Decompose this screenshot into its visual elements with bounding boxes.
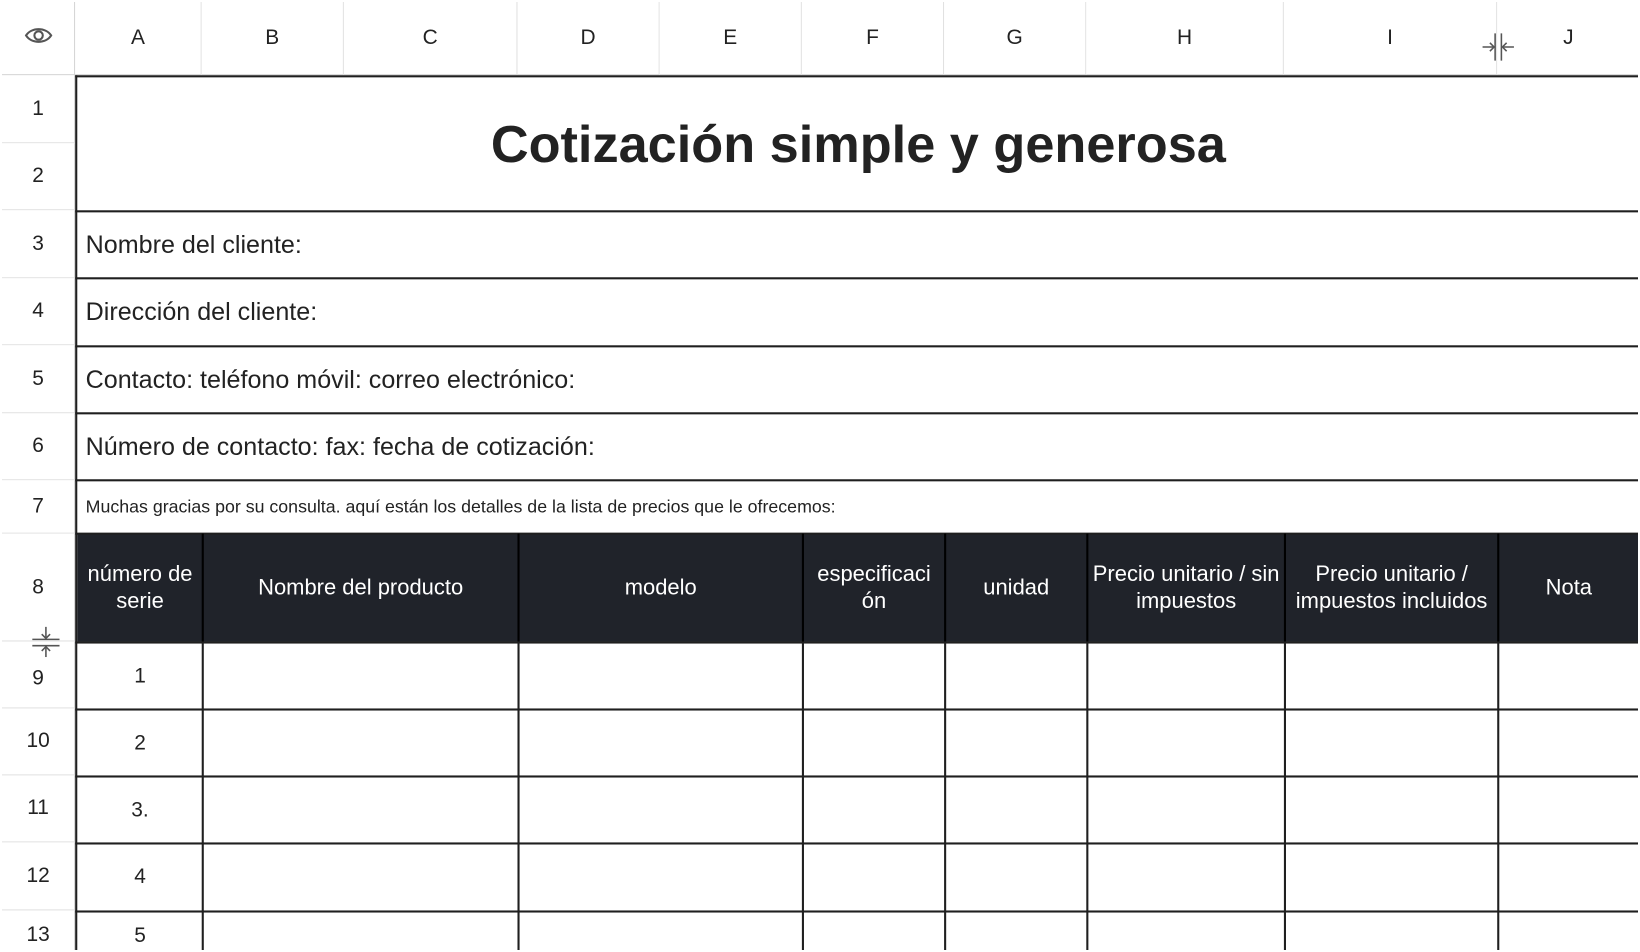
column-header-h[interactable] <box>1086 2 1284 75</box>
serial-value: 4 <box>134 865 146 889</box>
spreadsheet-frame <box>2 2 1638 950</box>
grid-line <box>75 75 1638 77</box>
column-header-g[interactable] <box>944 2 1086 75</box>
grid-line <box>75 842 1638 844</box>
header-separator <box>202 534 204 642</box>
grid-line <box>75 479 1638 481</box>
grid-line <box>75 775 1638 777</box>
header-separator <box>517 534 519 642</box>
grid-line <box>75 210 1638 212</box>
row-header-label: 1 <box>32 96 44 120</box>
serial-cell[interactable] <box>77 644 202 709</box>
row-header-label: 7 <box>32 494 44 518</box>
serial-cell[interactable] <box>77 913 202 950</box>
column-header-label: D <box>580 26 596 50</box>
table-header-unit[interactable] <box>945 534 1087 642</box>
table-header-product-name[interactable] <box>203 534 519 642</box>
customer-name-label: Nombre del cliente: <box>85 230 302 259</box>
grid-line <box>1497 641 1499 950</box>
column-header-label: I <box>1387 26 1393 50</box>
contact-cell[interactable] <box>77 347 1638 413</box>
grid-line <box>75 533 1638 535</box>
customer-address-label: Dirección del cliente: <box>85 297 318 326</box>
row-header-11[interactable] <box>2 775 75 842</box>
serial-cell[interactable] <box>77 778 202 843</box>
table-header-label: modelo <box>624 575 697 600</box>
serial-value: 1 <box>134 663 146 687</box>
table-header-label: número de serie <box>87 562 193 613</box>
serial-cell[interactable] <box>77 845 202 911</box>
serial-cell[interactable] <box>77 711 202 776</box>
eye-icon[interactable] <box>23 25 52 52</box>
contact-number-label: Número de contacto: fax: fecha de cotización: <box>85 432 595 461</box>
row-header-label: 5 <box>32 366 44 390</box>
select-all-corner[interactable] <box>2 2 75 75</box>
column-header-j[interactable] <box>1497 2 1638 75</box>
grid-line <box>75 345 1638 347</box>
table-header-specification[interactable] <box>803 534 945 642</box>
row-header-12[interactable] <box>2 842 75 910</box>
quote-title: Cotización simple y generosa <box>490 114 1226 174</box>
row-header-13[interactable] <box>2 910 75 950</box>
row-header-label: 2 <box>32 164 44 188</box>
header-separator <box>944 534 946 642</box>
contact-number-cell[interactable] <box>77 414 1638 480</box>
column-header-a[interactable] <box>75 2 202 75</box>
serial-value: 3. <box>131 797 149 821</box>
table-header-label: unidad <box>983 575 1050 600</box>
column-header-label: B <box>265 26 280 50</box>
header-separator <box>1086 534 1088 642</box>
row-header-label: 13 <box>26 923 50 947</box>
row-header-label: 8 <box>32 575 44 599</box>
grid-line <box>802 641 804 950</box>
row-header-1[interactable] <box>2 75 75 143</box>
intro-note-cell[interactable] <box>77 481 1638 533</box>
customer-name-cell[interactable] <box>77 212 1638 278</box>
grid-line <box>944 641 946 950</box>
column-header-label: G <box>1006 26 1023 50</box>
row-header-10[interactable] <box>2 708 75 775</box>
row-header-label: 6 <box>32 434 44 458</box>
column-header-c[interactable] <box>344 2 518 75</box>
grid-line <box>75 75 77 950</box>
column-header-label: E <box>723 26 738 50</box>
row-header-7[interactable] <box>2 480 75 533</box>
grid-line <box>202 641 204 950</box>
column-header-e[interactable] <box>660 2 802 75</box>
column-header-label: J <box>1563 26 1574 50</box>
row-header-label: 11 <box>27 796 49 820</box>
quote-title-cell[interactable] <box>77 77 1638 210</box>
grid-line <box>75 910 1638 912</box>
sheet-grid <box>2 2 1638 950</box>
grid-line <box>75 708 1638 710</box>
column-header-f[interactable] <box>802 2 944 75</box>
column-header-label: A <box>130 26 145 50</box>
contact-label: Contacto: teléfono móvil: correo electrónico: <box>85 365 576 394</box>
column-header-label: F <box>866 26 879 50</box>
grid-line <box>75 412 1638 414</box>
row-header-label: 10 <box>26 729 50 753</box>
table-header-label: Precio unitario / impuestos incluidos <box>1295 562 1488 613</box>
grid-line <box>1284 641 1286 950</box>
serial-value: 5 <box>134 924 146 948</box>
grid-line <box>1086 641 1088 950</box>
row-header-label: 3 <box>32 231 44 255</box>
table-header-price-with-tax[interactable] <box>1285 534 1498 642</box>
table-header-note[interactable] <box>1498 534 1638 642</box>
column-header-b[interactable] <box>202 2 344 75</box>
row-header-6[interactable] <box>2 413 75 480</box>
column-header-label: C <box>422 26 438 50</box>
row-header-3[interactable] <box>2 210 75 278</box>
row-header-2[interactable] <box>2 143 75 210</box>
grid-line <box>75 641 1638 643</box>
table-header-label: especificaci ón <box>817 562 931 613</box>
table-header-serial[interactable] <box>77 534 202 642</box>
row-header-label: 12 <box>26 863 50 887</box>
header-separator <box>802 534 804 642</box>
row-header-5[interactable] <box>2 345 75 413</box>
row-header-label: 4 <box>32 299 44 323</box>
header-separator <box>1497 534 1499 642</box>
grid-line <box>517 641 519 950</box>
customer-address-cell[interactable] <box>77 279 1638 345</box>
row-header-4[interactable] <box>2 278 75 345</box>
table-header-label: Nota <box>1545 575 1593 600</box>
header-separator <box>1284 534 1286 642</box>
column-header-i[interactable] <box>1284 2 1497 75</box>
row-header-label: 9 <box>32 666 44 690</box>
table-header-price-no-tax[interactable] <box>1087 534 1285 642</box>
column-resize-icon[interactable] <box>1480 29 1516 65</box>
table-header-model[interactable] <box>519 534 803 642</box>
table-header-label: Precio unitario / sin impuestos <box>1092 562 1280 613</box>
row-resize-icon[interactable] <box>29 626 62 657</box>
grid-line <box>75 277 1638 279</box>
intro-note: Muchas gracias por su consulta. aquí están los detalles de la lista de precios que le ofrecemos: <box>85 497 836 517</box>
serial-value: 2 <box>134 730 146 754</box>
table-header-label: Nombre del producto <box>258 575 464 600</box>
column-header-label: H <box>1177 26 1193 50</box>
column-header-d[interactable] <box>517 2 659 75</box>
